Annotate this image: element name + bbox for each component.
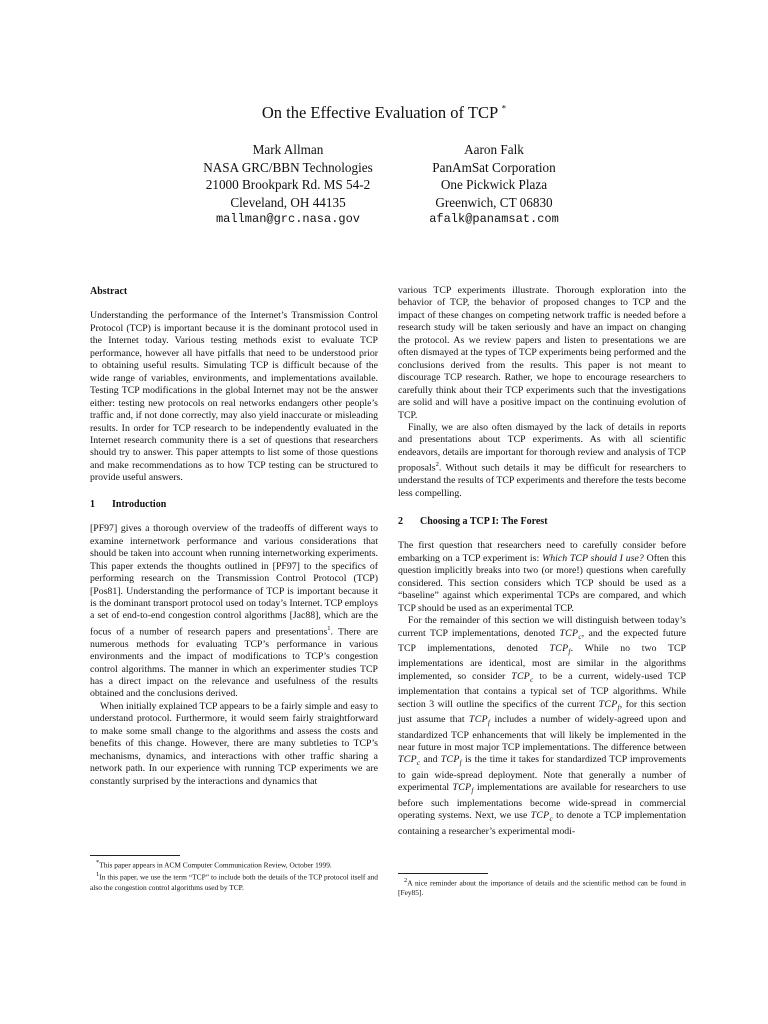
text-run: Often this question implicitly breaks into two (or more!) questions when carefully considered. This section considers which TCP should be used as a “baseline” against which experimental TCPs are compared, and which TCP should be used as an experimental TCP. <box>398 552 686 614</box>
left-footnotes <box>90 858 378 893</box>
emphasized-question: Which TCP should I use? <box>542 552 644 564</box>
text-run: [PF97] gives a thorough overview of the tradeoffs of different ways to examine internetwork performance and various considerations that should be taken into account when running internetworking experiments. This paper extends the thoughts outlined in [PF97] to the specifics of performing research on the Transmission Control Protocol (TCP) [Pos81]. Understanding the performance of TCP is important because it is the dominant transport protocol used on today’s Internet. TCP employs a set of end-to-end congestion control algorithms [Jac88], which are the focus of a number of research papers and presentations <box>90 523 378 638</box>
details-paragraph <box>398 422 686 500</box>
author-name: Mark Allman <box>252 142 324 157</box>
section-1-heading <box>90 499 378 511</box>
footnote-mark: 1 <box>96 871 100 879</box>
forest-paragraph-1 <box>398 540 686 615</box>
text-run: , for this section just assume that <box>398 698 686 726</box>
author-address-2: Greenwich, CT 06830 <box>435 194 553 210</box>
author-org: NASA GRC/BBN Technologies <box>203 159 373 175</box>
text-run: . Without such details it may be difficult for researchers to understand the results of TCP experiments and therefore the tests become less compelling. <box>398 462 686 499</box>
math-tcp-c: $TCP_c$ <box>511 670 534 684</box>
math-tcp-f: $TCP_f$ <box>468 714 491 728</box>
text-run: to be a current, widely-used TCP implementation that contains a typical set of TCP algorithms. While section 3 will outline the specifics of the current <box>398 670 686 710</box>
text-run: For the remainder of this section we will distinguish between today’s current TCP implementations, denoted <box>398 615 686 639</box>
section-number: 2 <box>398 515 403 527</box>
title-footnote-mark: * <box>501 103 507 114</box>
author-block-falk <box>344 141 644 229</box>
text-run: . There are numerous methods for evaluating TCP’s performance in various environments and the impact of modifications to TCP’s congestion control algorithms. The manner in which an experimenter studies TCP has a direct impact on the relevance and usefulness of the results obtained and the conclusions derived. <box>90 626 378 700</box>
footnote-text: A nice reminder about the importance of details and the scientific method can be found in [Fey85]. <box>398 878 686 898</box>
title-text: On the Effective Evaluation of TCP <box>261 103 498 122</box>
footnote-rule <box>90 855 180 856</box>
text-run: Finally, we are also often dismayed by the lack of details in reports and presentations about TCP experiments. As with all scientific endeavors, details are important for thorough review and analysis of TCP proposals <box>398 421 686 474</box>
continued-paragraph: various TCP experiments illustrate. Thorough exploration into the behavior of TCP, the behavior of proposed changes to TCP and the impact of these changes on competing network traffic is needed before a research study will be taken seriously and have an impact on changing the protocol. As we review papers and listen to presentations we are often dismayed at the types of TCP experiments being performed and the conclusions derived from the results. This paper is not meant to discourage TCP research. Rather, we hope to encourage researchers to carefully think about their TCP experiments such that the investigations are solid and will have a positive impact on the continuing evolution of TCP. <box>398 285 686 421</box>
footnote-text: In this paper, we use the term “TCP” to include both the details of the TCP protocol itself and also the congestion control algorithms used by TCP. <box>90 872 378 892</box>
math-tcp-f: $TCP_f$ <box>440 754 462 768</box>
author-address-1: One Pickwick Plaza <box>440 177 548 193</box>
footnote-1 <box>90 870 378 892</box>
text-run: The first question that researchers need to carefully consider before embarking on a TCP experiment is: <box>398 540 686 564</box>
math-tcp-f: $TCP_f$ <box>549 643 571 656</box>
math-tcp-f: $TCP_f$ <box>598 698 620 712</box>
forest-paragraph-2 <box>398 615 686 838</box>
footnote-ref: 2 <box>435 461 439 469</box>
math-tcp-f: $TCP_f$ <box>452 782 474 796</box>
section-2-heading <box>398 516 686 528</box>
section-number: 1 <box>90 498 95 510</box>
text-run: . While no two TCP implementations are identical, most are similar in the algorithms implemented, so consider <box>398 643 686 682</box>
footnote-star <box>90 858 378 870</box>
footnote-mark: 2 <box>404 877 408 884</box>
math-tcp-c: $TCP_c$ <box>530 810 553 824</box>
author-org: PanAmSat Corporation <box>432 159 556 175</box>
text-run: to denote a TCP implementation containing a researcher’s experimental modi- <box>398 810 686 837</box>
footnote-text: This paper appears in ACM Computer Communication Review, October 1999. <box>99 860 332 870</box>
intro-paragraph-2: When initially explained TCP appears to be a fairly simple and easy to understand protocol. Furthermore, it would seem fairly straightforward to make some small change to the algorithms and assess the costs and benefits of this change. However, there are many subtleties to TCP’s mechanisms, dynamics, and interactions with other traffic sharing a network path. In our experience with running TCP experiments we are constantly surprised by the interactions and dynamics that <box>90 700 378 787</box>
author-address-2: Cleveland, OH 44135 <box>230 194 346 210</box>
footnote-rule <box>398 873 488 874</box>
right-footnotes <box>398 876 686 898</box>
abstract-heading: Abstract <box>90 286 128 297</box>
left-column <box>90 286 378 788</box>
author-name: Aaron Falk <box>464 142 524 157</box>
abstract-text: Understanding the performance of the Internet’s Transmission Control Protocol (TCP) is important because it is the dominant protocol used in the Internet today. Various testing methods exist to evaluate TCP performance, however all have pitfalls that need to be understood prior to obtaining useful results. Simulating TCP is difficult because of the wide range of variables, environments, and implementations available. Testing TCP modifications in the global Internet may not be the answer either: testing new protocols on real networks endangers other people’s traffic and, if not done correctly, may also yield inaccurate or misleading results. In order for TCP research to be independently evaluated in the Internet research community there is a set of questions that researchers should try to answer. This paper attempts to list some of those questions and make recommendations as to how TCP testing can be structured to provide useful answers. <box>90 310 378 484</box>
intro-paragraph-1 <box>90 523 378 701</box>
section-title: Introduction <box>112 498 167 510</box>
right-column <box>398 285 686 838</box>
math-tcp-c: $TCP_c$ <box>559 627 582 641</box>
author-email[interactable]: mallman@grc.nasa.gov <box>215 212 361 227</box>
math-tcp-c: $TCP_c$ <box>398 754 421 768</box>
text-run: , and the expected future TCP implementations, denoted <box>398 627 686 654</box>
author-email[interactable]: afalk@panamsat.com <box>429 212 559 227</box>
footnote-mark: * <box>96 859 100 866</box>
text-run: is the time it takes for standardized TCP improvements to gain wide-spread deployment. Note that generally a number of experimental <box>398 754 687 794</box>
text-run: includes a number of widely-agreed upon and standardized TCP enhancements that will likely be implemented in the near future in most major TCP implementations. The difference between <box>398 714 686 753</box>
text-run: and <box>420 754 441 766</box>
footnote-2 <box>398 876 686 898</box>
author-address-1: 21000 Brookpark Rd. MS 54-2 <box>205 177 371 193</box>
text-run: implementations are available for researchers to use before such implementations become wide-spread in commercial operating systems. Next, we use <box>398 782 686 822</box>
paper-title <box>0 103 768 123</box>
section-title: Choosing a TCP I: The Forest <box>420 515 548 527</box>
footnote-ref: 1 <box>327 624 331 632</box>
